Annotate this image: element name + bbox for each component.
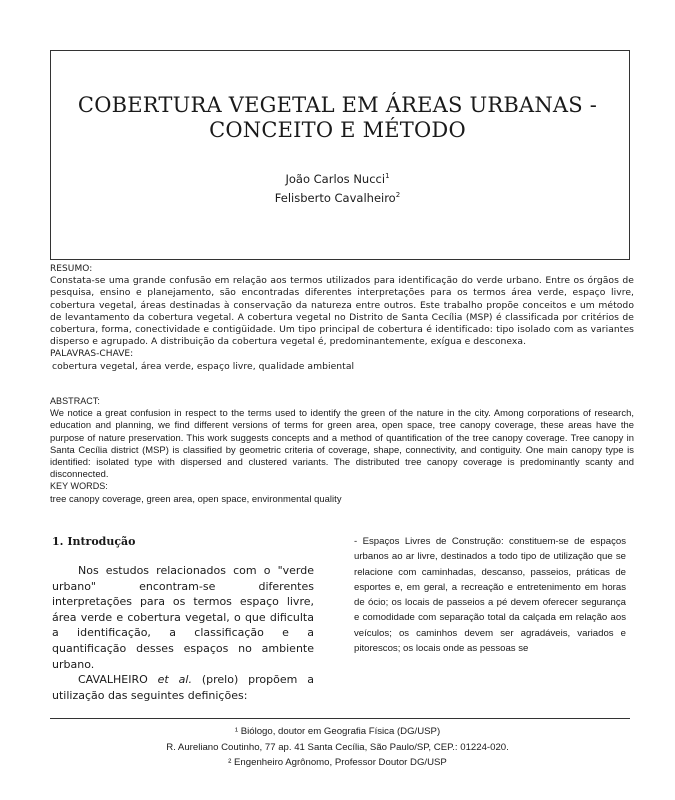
resumo-heading: RESUMO: [50, 264, 93, 274]
et-al: et al. [157, 673, 192, 687]
author-name: Felisberto Cavalheiro [274, 190, 396, 205]
footnote-2: ² Engenheiro Agrônomo, Professor Doutor DG/USP [228, 757, 447, 768]
paper-title [0, 93, 675, 143]
author-name: João Carlos Nucci [285, 171, 386, 186]
footnote-divider [50, 718, 630, 719]
intro-paragraph-1: Nos estudos relacionados com o "verde urbano" encontram-se diferentes interpretações para os termos espaço livre, área verde e cobertura vegetal, o que dificulta a identificação, a classificação e a quantificação desses espaços no ambiente urbano. [52, 564, 314, 671]
footnotes [0, 724, 675, 771]
title-line-2: CONCEITO E MÉTODO [209, 118, 466, 142]
footnote-1: ¹ Biólogo, doutor em Geografia Física (DG/USP) [234, 726, 441, 737]
right-column [354, 534, 626, 656]
author-1 [0, 168, 675, 187]
cited-author: CAVALHEIRO [78, 673, 148, 687]
intro-paragraph-2-text: (prelo) propõem a utilização das seguintes definições: [52, 673, 314, 702]
intro-paragraph-2 [52, 672, 314, 703]
definition-text: - Espaços Livres de Construção: constituem-se de espaços urbanos ao ar livre, destinados a todo tipo de utilização que se relacione com caminhadas, descanso, passeios, práticas de esportes e, em geral, a recreação e entretenimento em horas de ócio; os locais de passeios a pé devem oferecer segurança e comodidade com separação total da calçada em relação aos veículos; os caminhos devem ser agradáveis, variados e pitorescos; os locais onde as pessoas se [354, 536, 626, 655]
author-footnote-mark: 2 [395, 190, 401, 199]
author-list [0, 168, 675, 206]
footnote-address: R. Aureliano Coutinho, 77 ap. 41 Santa Cecília, São Paulo/SP, CEP.: 01224-020. [166, 741, 509, 753]
author-2 [0, 187, 675, 206]
palavras-chave-heading: PALAVRAS-CHAVE: [50, 349, 134, 360]
resumo-body: Constata-se uma grande confusão em relação aos termos utilizados para identificação do verde urbano. Entre os órgãos de pesquisa, ensino e planejamento, são encontradas diferentes interpretações para os termos área verde, espaço livre, cobertura vegetal, áreas destinadas à conservação da natureza entre outros. Este trabalho propõe conceitos e um método de levantamento da cobertura vegetal. A cobertura vegetal no Distrito de Santa Cecília (MSP) é classificada por critérios de cobertura, forma, conectividade e contigüidade. Um tipo principal de cobertura é identificado: tipo isolado com as variantes disperso e agrupado. A distribuição da cobertura vegetal é, predominantemente, exígua e desconexa. [50, 275, 634, 348]
title-line-1: COBERTURA VEGETAL EM ÁREAS URBANAS - [77, 93, 598, 117]
title-frame [50, 50, 630, 260]
keywords-text: tree canopy coverage, green area, open space, environmental quality [50, 492, 342, 504]
abstract-body: We notice a great confusion in respect to the terms used to identify the green of the nature in the city. Among corporations of research, education and planning, we find different versions of terms for green area, open space, tree canopy coverage, these areas have the purpose of nature preservation. This work suggests concepts and a method of quantification of the tree canopy coverage. Tree canopy in Santa Cecília district (MSP) is classified by geometric criteria of coverage, shape, connectivity, and contiguity. One main canopy type is identified: isolated type with dispersed and clustered variants. The distributed tree canopy coverage is predominantly scanty and disconnected. [50, 407, 634, 480]
resumo-block [50, 263, 634, 373]
keywords-heading: KEY WORDS: [50, 481, 108, 492]
palavras-chave-text: cobertura vegetal, área verde, espaço livre, qualidade ambiental [52, 360, 355, 372]
left-column [52, 534, 314, 703]
section-heading: 1. Introdução [52, 535, 136, 548]
abstract-block [50, 395, 634, 505]
author-footnote-mark: 1 [385, 172, 390, 180]
abstract-heading: ABSTRACT: [50, 396, 100, 406]
